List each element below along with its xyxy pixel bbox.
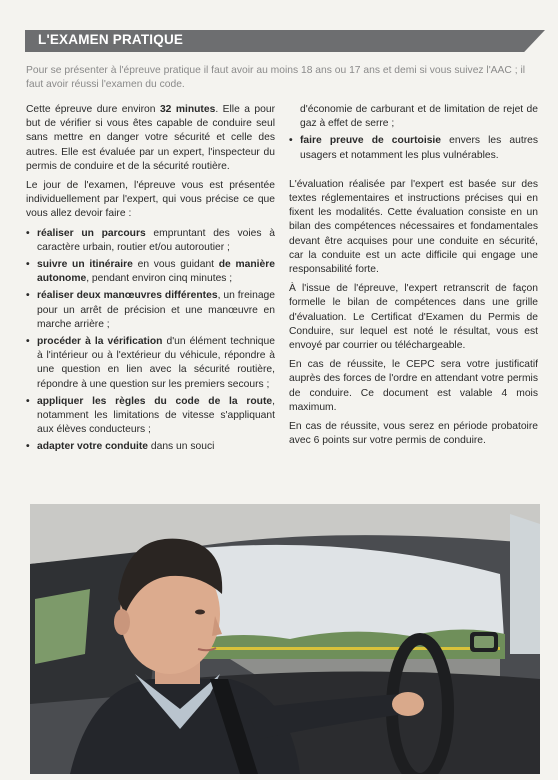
left-column [26, 103, 275, 458]
exam-day-paragraph: Le jour de l'examen, l'épreuve vous est présentée individuellement par l'expert, qui vous précise ce que vous allez devoir faire : [26, 180, 275, 220]
section-title: L'EXAMEN PRATIQUE [38, 32, 184, 47]
duration-paragraph: Cette épreuve dure environ 32 minutes. Elle a pour but de vérifier si vous êtes capable de conduire seul sans mettre en danger votre sécurité et celle des autres. Elle est évaluée par un expert, l'inspecteur du permis de conduire et de la sécurité routière. [26, 104, 275, 172]
list-item: • réaliser un parcours empruntant des voies à caractère urbain, routier et/ou autoroutier ; [26, 227, 275, 255]
list-item: • procéder à la vérification d'un élément technique à l'intérieur ou à l'extérieur du véhicule, répondre à une question en lien avec la sécurité routière, répondre à une question sur les premiers secours ; [26, 335, 275, 392]
evaluation-paragraph: L'évaluation réalisée par l'expert est basée sur des textes réglementaires et instructions précises qui en fixent les modalités. Cette évaluation consiste en un bilan des compétences nécessaires et fondamentales devant être acquises pour une conduite en sécurité, car la conduite est un acte difficile qui engage une responsabilité forte. [289, 178, 538, 276]
duration-value: 32 minutes [159, 104, 216, 115]
driver-photo-illustration [30, 504, 540, 774]
task-list-continued [289, 134, 538, 162]
right-column [289, 103, 538, 453]
list-item: • appliquer les règles du code de la route, notamment les limitations de vitesse s'appliquant aux élèves conducteurs ; [26, 395, 275, 438]
task-list [26, 227, 275, 455]
list-item: • adapter votre conduite dans un souci [26, 440, 275, 454]
cepc-paragraph: En cas de réussite, le CEPC sera votre justificatif auprès des forces de l'ordre en attendant votre permis de conduire. Ce document est valable 4 mois maximum. [289, 359, 538, 413]
list-item: • réaliser deux manœuvres différentes, un freinage pour un arrêt de précision et une manœuvre en marche arrière ; [26, 289, 275, 332]
list-item-continuation: d'économie de carburant et de limitation de rejet de gaz à effet de serre ; [300, 104, 538, 130]
list-item: • suivre un itinéraire en vous guidant de manière autonome, pendant environ cinq minutes ; [26, 258, 275, 286]
intro-paragraph: Pour se présenter à l'épreuve pratique il faut avoir au moins 18 ans ou 17 ans et demi si vous suivez l'AAC ; il faut avoir réussi l'examen du code. [26, 65, 526, 90]
probation-paragraph: En cas de réussite, vous serez en période probatoire avec 6 points sur votre permis de conduire. [289, 421, 538, 447]
list-item: • faire preuve de courtoisie envers les autres usagers et notamment les plus vulnérables. [289, 134, 538, 162]
result-paragraph: À l'issue de l'épreuve, l'expert retranscrit de façon formelle le bilan de compétences dans une grille d'évaluation. Le Certificat d'Examen du Permis de Conduire, sur lequel est noté le résultat, vous est envoyé par courrier ou téléchargeable. [289, 283, 538, 352]
driver-photo [30, 504, 540, 774]
